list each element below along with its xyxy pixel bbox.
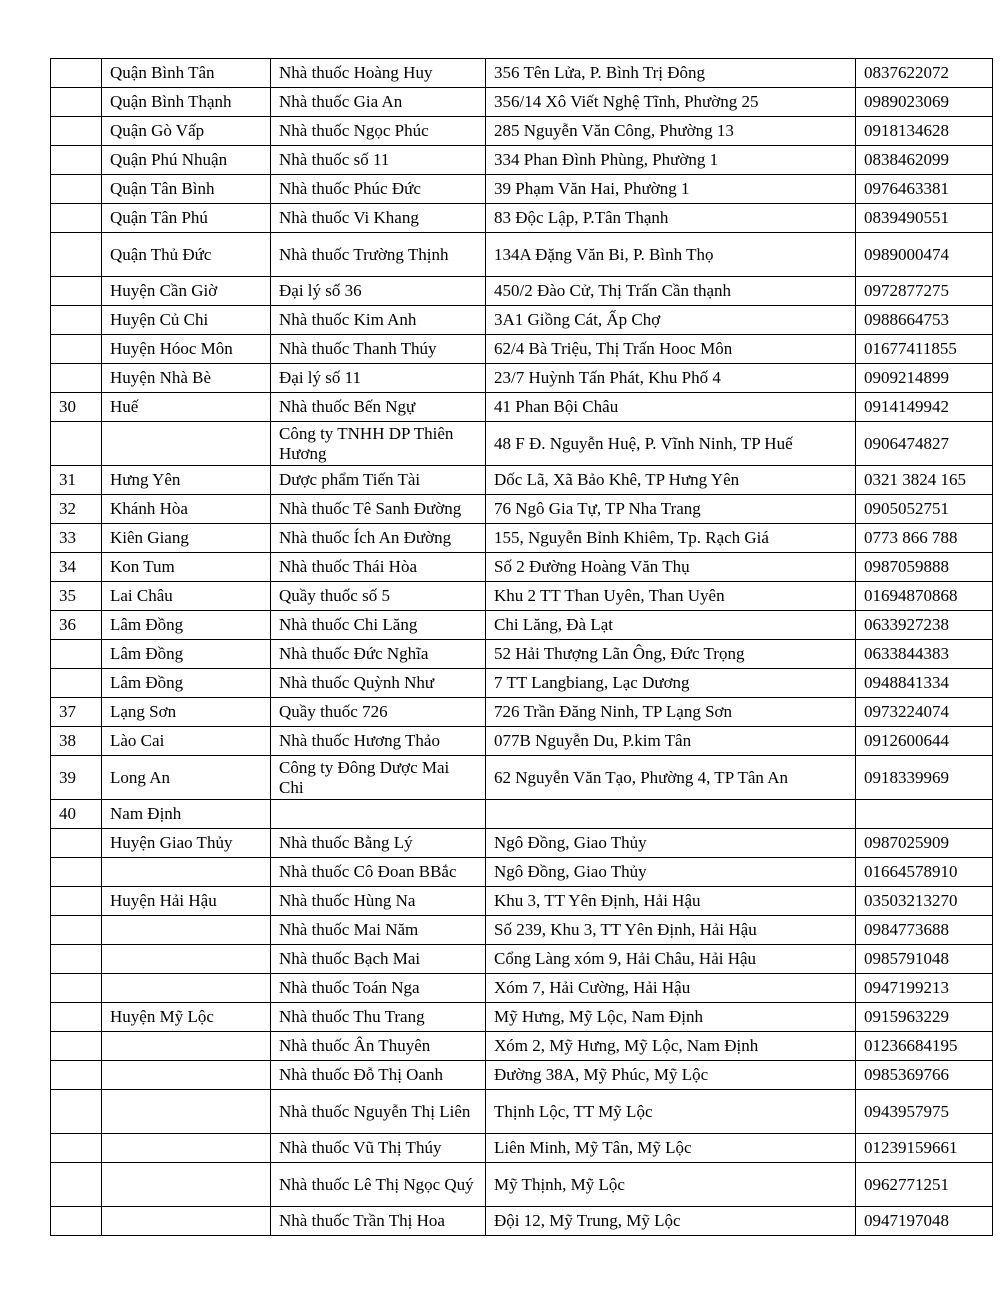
table-row xyxy=(51,364,993,393)
table-row xyxy=(51,611,993,640)
table-row xyxy=(51,335,993,364)
row-number xyxy=(51,1032,102,1061)
address-cell: Số 239, Khu 3, TT Yên Định, Hải Hậu xyxy=(486,916,856,945)
row-number xyxy=(51,59,102,88)
pharmacy-name-cell: Nhà thuốc Bến Ngự xyxy=(271,393,486,422)
phone-cell: 0989023069 xyxy=(856,88,993,117)
phone-cell: 01664578910 xyxy=(856,858,993,887)
address-cell: Khu 2 TT Than Uyên, Than Uyên xyxy=(486,582,856,611)
area-cell: Lâm Đồng xyxy=(102,611,271,640)
area-cell xyxy=(102,1032,271,1061)
area-cell xyxy=(102,916,271,945)
pharmacy-name-cell: Nhà thuốc Vũ Thị Thúy xyxy=(271,1134,486,1163)
address-cell: Ngô Đồng, Giao Thủy xyxy=(486,829,856,858)
table-row xyxy=(51,1003,993,1032)
table-row xyxy=(51,1207,993,1236)
area-cell: Khánh Hòa xyxy=(102,495,271,524)
phone-cell: 0909214899 xyxy=(856,364,993,393)
address-cell: 7 TT Langbiang, Lạc Dương xyxy=(486,669,856,698)
area-cell xyxy=(102,422,271,466)
area-cell xyxy=(102,858,271,887)
address-cell: 334 Phan Đình Phùng, Phường 1 xyxy=(486,146,856,175)
table-row xyxy=(51,916,993,945)
address-cell: Đường 38A, Mỹ Phúc, Mỹ Lộc xyxy=(486,1061,856,1090)
address-cell: 41 Phan Bội Châu xyxy=(486,393,856,422)
phone-cell: 0962771251 xyxy=(856,1163,993,1207)
area-cell: Long An xyxy=(102,756,271,800)
pharmacy-name-cell: Nhà thuốc Chi Lăng xyxy=(271,611,486,640)
phone-cell: 0943957975 xyxy=(856,1090,993,1134)
pharmacy-name-cell: Đại lý số 36 xyxy=(271,277,486,306)
address-cell: 134A Đặng Văn Bi, P. Bình Thọ xyxy=(486,233,856,277)
pharmacy-name-cell: Nhà thuốc Phúc Đức xyxy=(271,175,486,204)
row-number xyxy=(51,146,102,175)
area-cell: Huyện Nhà Bè xyxy=(102,364,271,393)
address-cell: 285 Nguyễn Văn Công, Phường 13 xyxy=(486,117,856,146)
row-number xyxy=(51,1163,102,1207)
area-cell xyxy=(102,1207,271,1236)
pharmacy-name-cell: Nhà thuốc Kim Anh xyxy=(271,306,486,335)
row-number: 30 xyxy=(51,393,102,422)
phone-cell: 0985791048 xyxy=(856,945,993,974)
table-row xyxy=(51,1163,993,1207)
area-cell: Lai Châu xyxy=(102,582,271,611)
phone-cell: 0947199213 xyxy=(856,974,993,1003)
row-number xyxy=(51,974,102,1003)
phone-cell: 0633927238 xyxy=(856,611,993,640)
address-cell: 39 Phạm Văn Hai, Phường 1 xyxy=(486,175,856,204)
pharmacy-name-cell: Nhà thuốc Thanh Thúy xyxy=(271,335,486,364)
pharmacy-name-cell: Nhà thuốc Ngọc Phúc xyxy=(271,117,486,146)
pharmacy-name-cell: Quầy thuốc số 5 xyxy=(271,582,486,611)
address-cell: 356 Tên Lửa, P. Bình Trị Đông xyxy=(486,59,856,88)
table-row xyxy=(51,858,993,887)
row-number: 31 xyxy=(51,466,102,495)
table-row xyxy=(51,1090,993,1134)
row-number xyxy=(51,1207,102,1236)
area-cell xyxy=(102,945,271,974)
row-number xyxy=(51,175,102,204)
table-row xyxy=(51,1061,993,1090)
row-number xyxy=(51,916,102,945)
address-cell: 726 Trần Đăng Ninh, TP Lạng Sơn xyxy=(486,698,856,727)
table-row xyxy=(51,422,993,466)
phone-cell: 0973224074 xyxy=(856,698,993,727)
phone-cell: 01239159661 xyxy=(856,1134,993,1163)
address-cell: 23/7 Huỳnh Tấn Phát, Khu Phố 4 xyxy=(486,364,856,393)
phone-cell: 0972877275 xyxy=(856,277,993,306)
pharmacy-name-cell: Nhà thuốc Ân Thuyên xyxy=(271,1032,486,1061)
pharmacy-name-cell: Nhà thuốc Ích An Đường xyxy=(271,524,486,553)
row-number: 40 xyxy=(51,800,102,829)
table-row xyxy=(51,756,993,800)
area-cell: Lâm Đồng xyxy=(102,640,271,669)
address-cell: Liên Minh, Mỹ Tân, Mỹ Lộc xyxy=(486,1134,856,1163)
row-number xyxy=(51,306,102,335)
area-cell xyxy=(102,1163,271,1207)
pharmacy-name-cell: Nhà thuốc Toán Nga xyxy=(271,974,486,1003)
pharmacy-name-cell: Nhà thuốc Vi Khang xyxy=(271,204,486,233)
address-cell: Số 2 Đường Hoàng Văn Thụ xyxy=(486,553,856,582)
phone-cell: 01694870868 xyxy=(856,582,993,611)
address-cell: 62 Nguyễn Văn Tạo, Phường 4, TP Tân An xyxy=(486,756,856,800)
pharmacy-name-cell xyxy=(271,800,486,829)
row-number: 38 xyxy=(51,727,102,756)
row-number xyxy=(51,233,102,277)
area-cell: Quận Phú Nhuận xyxy=(102,146,271,175)
table-row xyxy=(51,640,993,669)
area-cell: Kon Tum xyxy=(102,553,271,582)
phone-cell: 03503213270 xyxy=(856,887,993,916)
pharmacy-name-cell: Nhà thuốc số 11 xyxy=(271,146,486,175)
address-cell: Khu 3, TT Yên Định, Hải Hậu xyxy=(486,887,856,916)
table-row xyxy=(51,524,993,553)
address-cell: Chi Lăng, Đà Lạt xyxy=(486,611,856,640)
row-number xyxy=(51,335,102,364)
area-cell: Quận Tân Phú xyxy=(102,204,271,233)
area-cell: Lạng Sơn xyxy=(102,698,271,727)
pharmacy-name-cell: Công ty TNHH DP Thiên Hương xyxy=(271,422,486,466)
phone-cell: 0947197048 xyxy=(856,1207,993,1236)
address-cell: 3A1 Giồng Cát, Ấp Chợ xyxy=(486,306,856,335)
area-cell: Quận Gò Vấp xyxy=(102,117,271,146)
table-row xyxy=(51,974,993,1003)
row-number: 36 xyxy=(51,611,102,640)
row-number xyxy=(51,945,102,974)
area-cell: Huyện Củ Chi xyxy=(102,306,271,335)
address-cell: 356/14 Xô Viết Nghệ Tĩnh, Phường 25 xyxy=(486,88,856,117)
address-cell: 155, Nguyễn Bỉnh Khiêm, Tp. Rạch Giá xyxy=(486,524,856,553)
phone-cell: 0918134628 xyxy=(856,117,993,146)
phone-cell: 0905052751 xyxy=(856,495,993,524)
table-row xyxy=(51,582,993,611)
row-number xyxy=(51,1061,102,1090)
row-number: 35 xyxy=(51,582,102,611)
address-cell: Đội 12, Mỹ Trung, Mỹ Lộc xyxy=(486,1207,856,1236)
table-row xyxy=(51,393,993,422)
table-row xyxy=(51,727,993,756)
address-cell: Mỹ Hưng, Mỹ Lộc, Nam Định xyxy=(486,1003,856,1032)
phone-cell: 0912600644 xyxy=(856,727,993,756)
row-number xyxy=(51,422,102,466)
area-cell: Hưng Yên xyxy=(102,466,271,495)
area-cell: Huyện Hóoc Môn xyxy=(102,335,271,364)
row-number xyxy=(51,1090,102,1134)
pharmacy-name-cell: Nhà thuốc Nguyễn Thị Liên xyxy=(271,1090,486,1134)
table-row xyxy=(51,117,993,146)
table-row xyxy=(51,829,993,858)
table-row xyxy=(51,146,993,175)
area-cell: Quận Bình Thạnh xyxy=(102,88,271,117)
pharmacy-name-cell: Nhà thuốc Quỳnh Như xyxy=(271,669,486,698)
row-number xyxy=(51,887,102,916)
address-cell: Thịnh Lộc, TT Mỹ Lộc xyxy=(486,1090,856,1134)
pharmacy-name-cell: Dược phẩm Tiến Tài xyxy=(271,466,486,495)
area-cell: Quận Thủ Đức xyxy=(102,233,271,277)
row-number: 34 xyxy=(51,553,102,582)
row-number xyxy=(51,669,102,698)
pharmacy-name-cell: Nhà thuốc Thu Trang xyxy=(271,1003,486,1032)
address-cell: Cổng Làng xóm 9, Hải Châu, Hải Hậu xyxy=(486,945,856,974)
row-number xyxy=(51,204,102,233)
pharmacy-name-cell: Nhà thuốc Hương Thảo xyxy=(271,727,486,756)
address-cell xyxy=(486,800,856,829)
address-cell: Xóm 2, Mỹ Hưng, Mỹ Lộc, Nam Định xyxy=(486,1032,856,1061)
row-number: 33 xyxy=(51,524,102,553)
row-number xyxy=(51,88,102,117)
row-number: 39 xyxy=(51,756,102,800)
pharmacy-table-body xyxy=(51,59,993,1236)
pharmacy-name-cell: Nhà thuốc Bạch Mai xyxy=(271,945,486,974)
pharmacy-name-cell: Nhà thuốc Đức Nghĩa xyxy=(271,640,486,669)
phone-cell: 0839490551 xyxy=(856,204,993,233)
address-cell: 83 Độc Lập, P.Tân Thạnh xyxy=(486,204,856,233)
area-cell xyxy=(102,1090,271,1134)
pharmacy-table xyxy=(50,58,993,1236)
table-row xyxy=(51,466,993,495)
address-cell: 450/2 Đào Cử, Thị Trấn Cần thạnh xyxy=(486,277,856,306)
pharmacy-name-cell: Nhà thuốc Tê Sanh Đường xyxy=(271,495,486,524)
area-cell: Quận Bình Tân xyxy=(102,59,271,88)
row-number xyxy=(51,640,102,669)
phone-cell: 0906474827 xyxy=(856,422,993,466)
area-cell: Lâm Đồng xyxy=(102,669,271,698)
phone-cell xyxy=(856,800,993,829)
address-cell: 077B Nguyễn Du, P.kim Tân xyxy=(486,727,856,756)
table-row xyxy=(51,669,993,698)
pharmacy-name-cell: Nhà thuốc Hoàng Huy xyxy=(271,59,486,88)
pharmacy-name-cell: Nhà thuốc Trường Thịnh xyxy=(271,233,486,277)
table-row xyxy=(51,553,993,582)
area-cell xyxy=(102,1134,271,1163)
area-cell: Huế xyxy=(102,393,271,422)
area-cell xyxy=(102,1061,271,1090)
phone-cell: 0984773688 xyxy=(856,916,993,945)
phone-cell: 0987025909 xyxy=(856,829,993,858)
phone-cell: 0914149942 xyxy=(856,393,993,422)
area-cell: Lào Cai xyxy=(102,727,271,756)
pharmacy-name-cell: Nhà thuốc Đỗ Thị Oanh xyxy=(271,1061,486,1090)
row-number xyxy=(51,1003,102,1032)
pharmacy-name-cell: Nhà thuốc Hùng Na xyxy=(271,887,486,916)
phone-cell: 0985369766 xyxy=(856,1061,993,1090)
address-cell: Xóm 7, Hải Cường, Hải Hậu xyxy=(486,974,856,1003)
row-number xyxy=(51,277,102,306)
table-row xyxy=(51,277,993,306)
pharmacy-name-cell: Đại lý số 11 xyxy=(271,364,486,393)
pharmacy-name-cell: Nhà thuốc Lê Thị Ngọc Quý xyxy=(271,1163,486,1207)
phone-cell: 0918339969 xyxy=(856,756,993,800)
table-row xyxy=(51,495,993,524)
table-row xyxy=(51,233,993,277)
address-cell: 62/4 Bà Triệu, Thị Trấn Hooc Môn xyxy=(486,335,856,364)
phone-cell: 0837622072 xyxy=(856,59,993,88)
pharmacy-name-cell: Nhà thuốc Cô Đoan BBắc xyxy=(271,858,486,887)
address-cell: Ngô Đồng, Giao Thủy xyxy=(486,858,856,887)
address-cell: Mỹ Thịnh, Mỹ Lộc xyxy=(486,1163,856,1207)
phone-cell: 01677411855 xyxy=(856,335,993,364)
address-cell: 76 Ngô Gia Tự, TP Nha Trang xyxy=(486,495,856,524)
area-cell: Kiên Giang xyxy=(102,524,271,553)
pharmacy-name-cell: Nhà thuốc Thái Hòa xyxy=(271,553,486,582)
area-cell xyxy=(102,974,271,1003)
row-number xyxy=(51,364,102,393)
phone-cell: 0633844383 xyxy=(856,640,993,669)
pharmacy-name-cell: Quầy thuốc 726 xyxy=(271,698,486,727)
phone-cell: 0987059888 xyxy=(856,553,993,582)
phone-cell: 0989000474 xyxy=(856,233,993,277)
row-number xyxy=(51,858,102,887)
pharmacy-name-cell: Nhà thuốc Mai Năm xyxy=(271,916,486,945)
phone-cell: 0948841334 xyxy=(856,669,993,698)
phone-cell: 01236684195 xyxy=(856,1032,993,1061)
table-row xyxy=(51,800,993,829)
row-number xyxy=(51,829,102,858)
address-cell: 48 F Đ. Nguyễn Huệ, P. Vĩnh Ninh, TP Huế xyxy=(486,422,856,466)
area-cell: Huyện Cần Giờ xyxy=(102,277,271,306)
address-cell: 52 Hải Thượng Lãn Ông, Đức Trọng xyxy=(486,640,856,669)
phone-cell: 0988664753 xyxy=(856,306,993,335)
table-row xyxy=(51,306,993,335)
row-number: 37 xyxy=(51,698,102,727)
area-cell: Nam Định xyxy=(102,800,271,829)
table-row xyxy=(51,1032,993,1061)
table-row xyxy=(51,59,993,88)
table-row xyxy=(51,887,993,916)
row-number: 32 xyxy=(51,495,102,524)
pharmacy-name-cell: Nhà thuốc Trần Thị Hoa xyxy=(271,1207,486,1236)
area-cell: Huyện Hải Hậu xyxy=(102,887,271,916)
area-cell: Huyện Giao Thủy xyxy=(102,829,271,858)
phone-cell: 0915963229 xyxy=(856,1003,993,1032)
phone-cell: 0321 3824 165 xyxy=(856,466,993,495)
table-row xyxy=(51,698,993,727)
table-row xyxy=(51,88,993,117)
phone-cell: 0773 866 788 xyxy=(856,524,993,553)
pharmacy-name-cell: Công ty Đông Dược Mai Chi xyxy=(271,756,486,800)
pharmacy-name-cell: Nhà thuốc Gia An xyxy=(271,88,486,117)
phone-cell: 0976463381 xyxy=(856,175,993,204)
address-cell: Dốc Lã, Xã Bảo Khê, TP Hưng Yên xyxy=(486,466,856,495)
row-number xyxy=(51,117,102,146)
table-row xyxy=(51,945,993,974)
phone-cell: 0838462099 xyxy=(856,146,993,175)
table-row xyxy=(51,1134,993,1163)
area-cell: Quận Tân Bình xyxy=(102,175,271,204)
table-row xyxy=(51,204,993,233)
row-number xyxy=(51,1134,102,1163)
table-row xyxy=(51,175,993,204)
pharmacy-name-cell: Nhà thuốc Bằng Lý xyxy=(271,829,486,858)
area-cell: Huyện Mỹ Lộc xyxy=(102,1003,271,1032)
